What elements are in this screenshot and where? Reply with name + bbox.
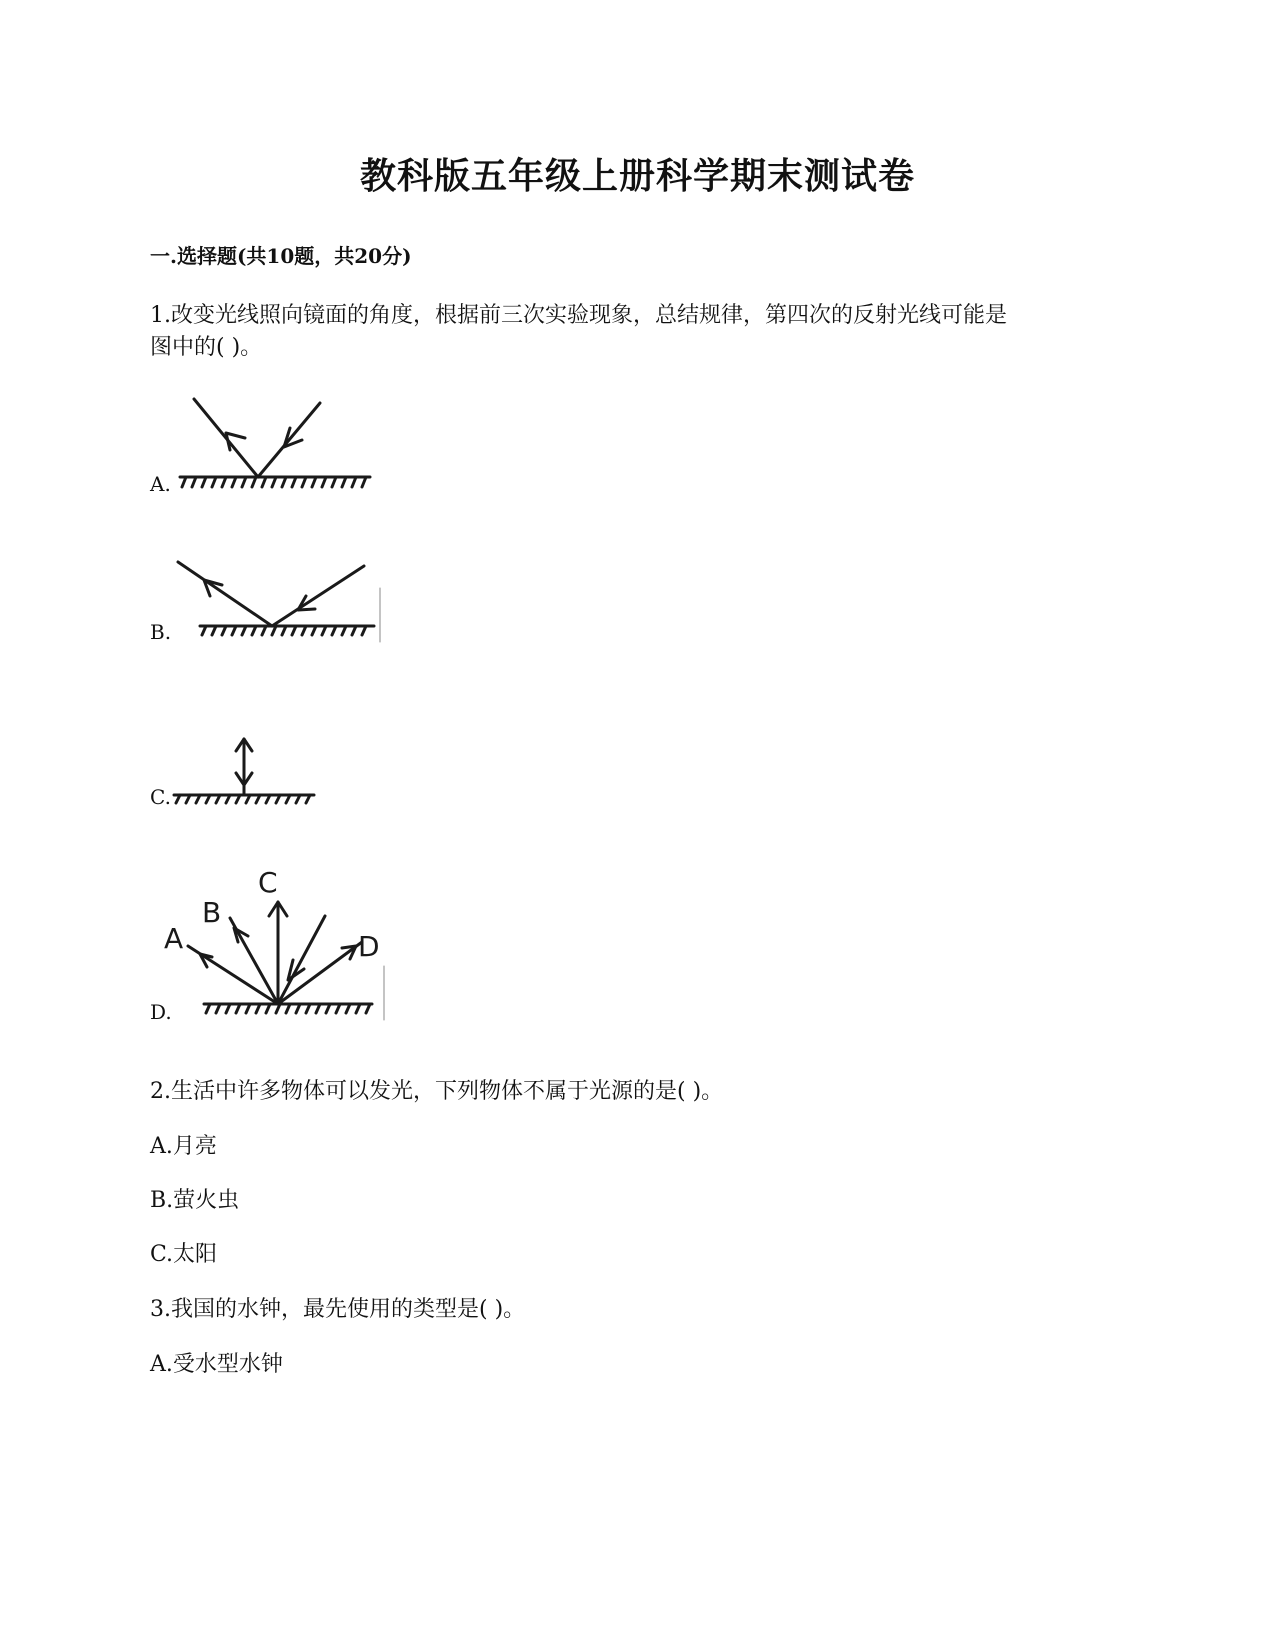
ray-b-label: B <box>202 896 222 929</box>
question-2-option-b[interactable]: B.萤火虫 <box>150 1188 240 1213</box>
ray-a-label: A <box>164 922 184 955</box>
question-1-option-b-figure[interactable] <box>178 558 388 648</box>
question-1-option-d-figure[interactable] <box>164 866 402 1025</box>
question-1-option-a-figure[interactable] <box>178 395 378 500</box>
ray-c-label: C <box>258 866 278 899</box>
question-3-option-a[interactable]: A.受水型水钟 <box>150 1352 283 1377</box>
question-1-option-c-figure[interactable] <box>172 735 322 810</box>
question-2-option-c[interactable]: C.太阳 <box>150 1242 218 1267</box>
question-1-option-c-label[interactable]: C. <box>150 785 171 809</box>
question-1-option-d-label[interactable]: D. <box>150 1000 172 1024</box>
question-1-option-a-label[interactable]: A. <box>150 472 171 496</box>
incident-ray <box>258 403 320 477</box>
question-2-stem: 2.生活中许多物体可以发光，下列物体不属于光源的是( )。 <box>150 1079 724 1104</box>
page-title: 教科版五年级上册科学期末测试卷 <box>359 155 915 197</box>
ray-d-label: D <box>358 930 380 963</box>
question-1-stem-line2: 图中的( )。 <box>150 335 263 360</box>
section-heading: 一.选择题(共10题，共20分) <box>150 244 412 268</box>
question-1-stem-line1: 1.改变光线照向镜面的角度，根据前三次实验现象，总结规律，第四次的反射光线可能是 <box>150 303 1007 328</box>
question-3-stem: 3.我国的水钟，最先使用的类型是( )。 <box>150 1297 526 1322</box>
reflected-ray <box>178 562 272 626</box>
incident-ray <box>278 916 325 1004</box>
question-1-option-b-label[interactable]: B. <box>150 620 172 644</box>
question-2-option-a[interactable]: A.月亮 <box>150 1134 217 1159</box>
incident-ray <box>272 566 364 626</box>
